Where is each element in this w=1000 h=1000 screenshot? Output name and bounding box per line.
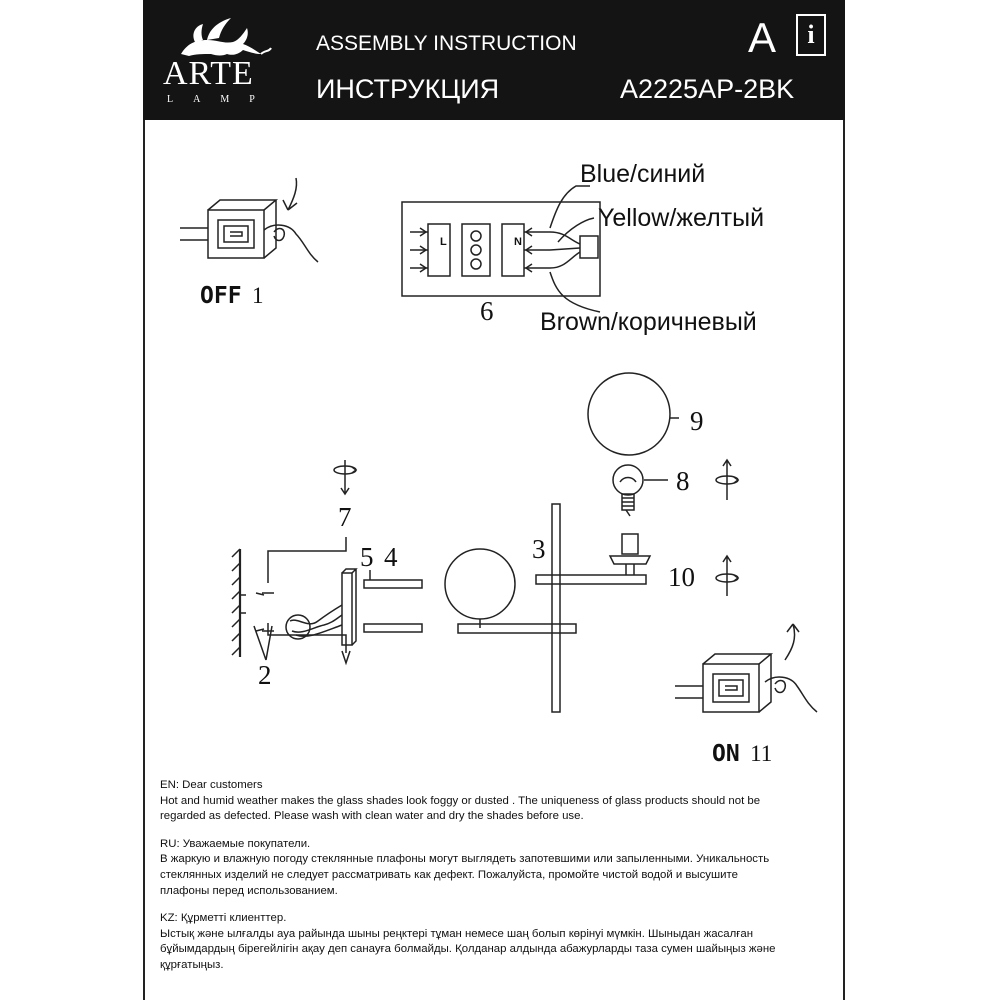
note-kz-line: бұйымдардың бірегейлігін ақау деп санауға болмайды. Қолданар алдында абажурларды таза сумен шайыңыз және bbox=[160, 943, 776, 956]
wire-label-blue: Blue/синий bbox=[580, 160, 706, 188]
step-6-number: 6 bbox=[480, 296, 494, 326]
step-3-number: 3 bbox=[532, 534, 546, 564]
info-book-icon bbox=[796, 14, 826, 56]
rotate-arrow-icon bbox=[330, 460, 360, 500]
step-7-number: 7 bbox=[338, 502, 352, 532]
model-number: A2225AP-2BK bbox=[620, 74, 795, 104]
note-ru-heading: RU: Уважаемые покупатели. bbox=[160, 837, 311, 850]
glass-shade-illustration bbox=[585, 370, 675, 460]
category-letter: A bbox=[748, 14, 777, 61]
step-1-number: 1 bbox=[251, 283, 264, 308]
note-ru-line: В жаркую и влажную погоду стеклянные плафоны могут выглядеть запотевшими или запыленными. Уникальность bbox=[160, 853, 770, 866]
title-english: ASSEMBLY INSTRUCTION bbox=[316, 32, 577, 55]
rotate-arrow-icon bbox=[712, 556, 742, 600]
step-5-number: 5 bbox=[360, 542, 374, 572]
note-kazakh bbox=[160, 911, 832, 973]
step-1-off bbox=[200, 282, 263, 309]
title-russian: ИНСТРУКЦИЯ bbox=[316, 74, 500, 104]
step-2-number: 2 bbox=[258, 660, 272, 690]
note-en-heading: EN: Dear customers bbox=[160, 779, 263, 791]
lamp-fixture-illustration bbox=[440, 500, 680, 720]
note-kz-line: Ыстық және ылғалды ауа райында шыны реңктері тұман немесе шаң болып көрінуі мүмкін. Шыныдан жасалған bbox=[160, 927, 753, 940]
brand-logo-text: ARTE bbox=[163, 55, 254, 92]
step-8-number: 8 bbox=[676, 466, 690, 496]
note-english bbox=[160, 778, 832, 825]
wiring-terminal-illustration bbox=[400, 180, 630, 320]
step-11-number: 11 bbox=[750, 741, 773, 766]
info-glyph: i bbox=[807, 20, 815, 49]
note-ru-line: стеклянных изделий не следует рассматривать как дефект. Пожалуйста, промойте чистой водой и высушите bbox=[160, 868, 738, 881]
step-11-on bbox=[712, 740, 772, 767]
header-bar bbox=[143, 0, 845, 120]
step-10-number: 10 bbox=[668, 562, 695, 592]
step-4-number: 4 bbox=[384, 542, 398, 572]
step-9-number: 9 bbox=[690, 406, 704, 436]
note-en-line: regarded as defected. Please wash with clean water and dry the shades before use. bbox=[160, 810, 584, 823]
wire-label-yellow: Yellow/желтый bbox=[598, 204, 765, 232]
note-kz-line: құрғатыңыз. bbox=[160, 958, 224, 971]
switch-off-illustration bbox=[180, 170, 330, 270]
note-en-line: Hot and humid weather makes the glass shades look foggy or dusted . The uniqueness of glass products should not be bbox=[160, 794, 761, 807]
wire-label-brown: Brown/коричневый bbox=[540, 308, 757, 336]
note-kz-heading: KZ: Құрметті клиенттер. bbox=[160, 912, 287, 925]
note-russian bbox=[160, 837, 832, 899]
rotate-arrow-icon bbox=[712, 460, 742, 504]
callout-lines bbox=[250, 620, 280, 664]
on-label: ON bbox=[712, 741, 740, 767]
switch-on-illustration bbox=[675, 618, 835, 728]
terminal-label-l: L bbox=[440, 236, 447, 248]
note-ru-line: плафоны перед использованием. bbox=[160, 884, 338, 897]
griffin-logo-icon bbox=[173, 10, 273, 60]
brand-logo-subtext: LAMP bbox=[167, 94, 275, 105]
terminal-label-n: N bbox=[514, 236, 522, 248]
off-label: OFF bbox=[200, 283, 242, 309]
customer-notes bbox=[160, 778, 832, 986]
bolts-illustration bbox=[360, 570, 430, 640]
